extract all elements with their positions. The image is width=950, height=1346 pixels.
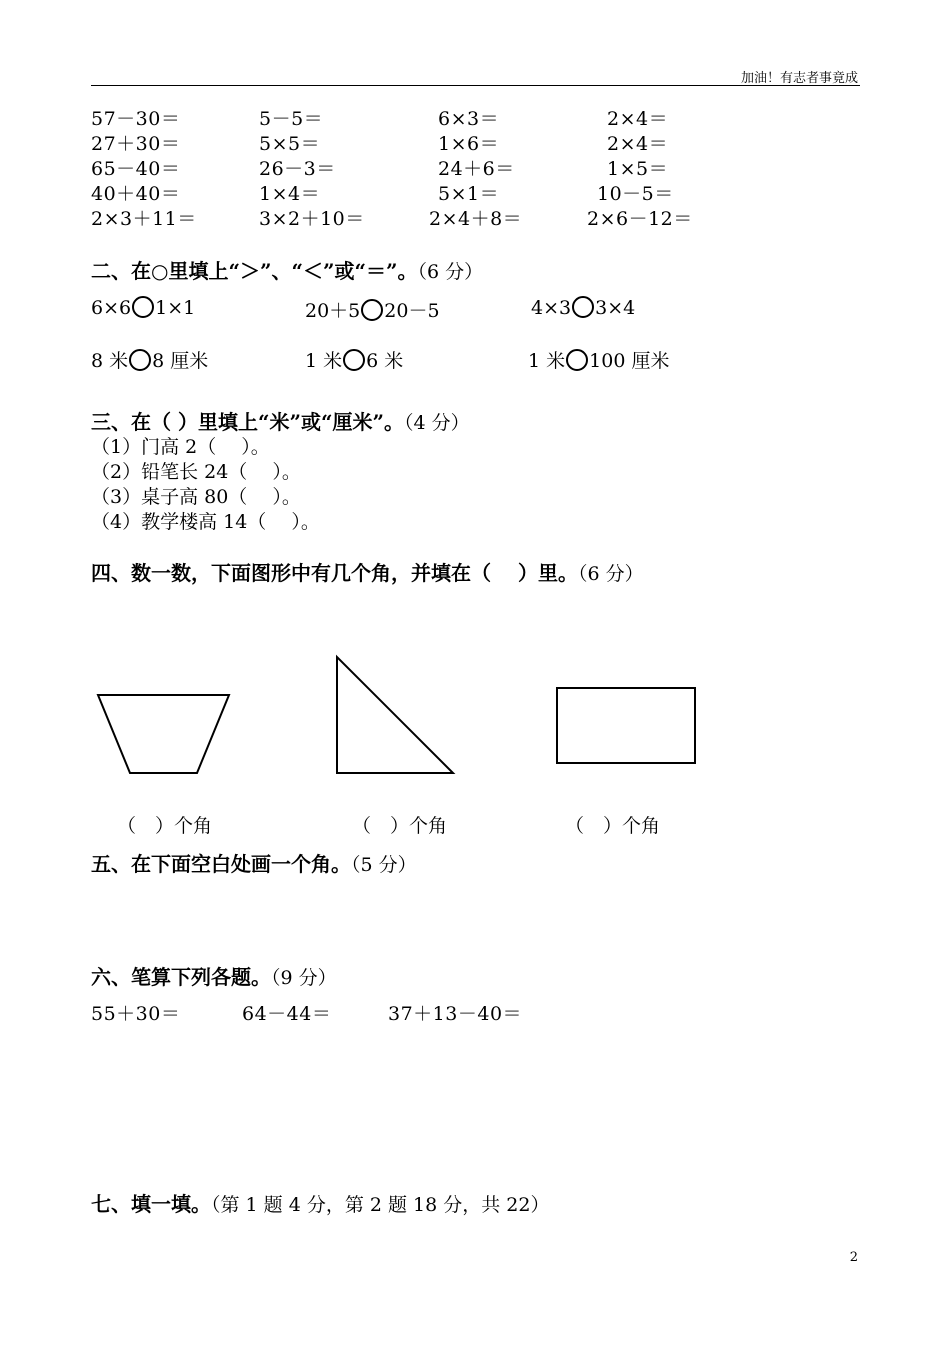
section-6-title: 六、笔算下列各题。 (91, 965, 271, 989)
calc-item: 2×4＝ (607, 108, 669, 130)
calc-item: 65－40＝ (91, 158, 181, 180)
section-7-heading (91, 1188, 549, 1217)
compare-left: 8 米 (91, 350, 129, 372)
written-calc-item: 37＋13－40＝ (388, 1003, 523, 1025)
calc-item: 10－5＝ (597, 183, 674, 205)
compare-left: 1 米 (305, 350, 343, 372)
calc-item: 57－30＝ (91, 108, 181, 130)
calc-item: 2×4＋8＝ (429, 208, 523, 230)
calc-item: 1×5＝ (607, 158, 669, 180)
shape-angle-answer: （ ）个角 (565, 815, 661, 837)
calc-item: 3×2＋10＝ (259, 208, 365, 230)
compare-right: 1×1 (155, 297, 196, 319)
calc-item: 5×1＝ (438, 183, 500, 205)
section-5-heading (91, 848, 417, 877)
right-triangle-shape (337, 657, 453, 773)
compare-right: 20－5 (384, 300, 440, 322)
calc-item: 1×6＝ (438, 133, 500, 155)
calc-item: 26－3＝ (259, 158, 336, 180)
section-5-title: 五、在下面空白处画一个角。 (91, 852, 351, 876)
section-2-title: 二、在○里填上“＞”、“＜”或“＝”。 (91, 259, 418, 283)
section-7-score: （第 1 题 4 分，第 2 题 18 分，共 22） (211, 1194, 550, 1216)
shape-angle-answer: （ ）个角 (352, 815, 448, 837)
calc-item: 24＋6＝ (438, 158, 515, 180)
section-4-score: （6 分） (577, 563, 644, 585)
fill-item: （2）铅笔长 24（ ）。 (91, 461, 301, 483)
compare-left: 4×3 (531, 297, 572, 319)
calc-item: 2×4＝ (607, 133, 669, 155)
compare-right: 6 米 (366, 350, 404, 372)
trapezoid-shape (98, 695, 229, 773)
fill-item: （1）门高 2（ ）。 (91, 436, 270, 458)
calc-item: 40＋40＝ (91, 183, 181, 205)
compare-right: 100 厘米 (589, 350, 670, 372)
calc-item: 2×6－12＝ (587, 208, 693, 230)
calc-item: 1×4＝ (259, 183, 321, 205)
compare-right: 8 厘米 (152, 350, 209, 372)
written-calc-item: 55＋30＝ (91, 1003, 181, 1025)
section-5-score: （5 分） (351, 854, 417, 876)
compare-left: 6×6 (91, 297, 132, 319)
page-number: 2 (849, 1250, 858, 1265)
section-6-heading (91, 961, 337, 990)
calc-item: 6×3＝ (438, 108, 500, 130)
fill-item: （4）教学楼高 14（ ）。 (91, 511, 320, 533)
calc-item: 5－5＝ (259, 108, 324, 130)
compare-left: 20＋5 (305, 300, 361, 322)
section-2-score: （6 分） (417, 261, 484, 283)
page-header-motto: 加油！有志者事竟成 (740, 71, 858, 86)
fill-item: （3）桌子高 80（ ）。 (91, 486, 301, 508)
calc-item: 5×5＝ (259, 133, 321, 155)
section-3-score: （4 分） (403, 412, 470, 434)
written-calc-item: 64－44＝ (242, 1003, 332, 1025)
calc-item: 2×3＋11＝ (91, 208, 197, 230)
section-7-title: 七、填一填。 (91, 1192, 211, 1216)
compare-right: 3×4 (595, 297, 636, 319)
section-6-score: （9 分） (271, 967, 337, 989)
section-4-title: 四、数一数，下面图形中有几个角，并填在（ ）里。 (91, 561, 578, 585)
shape-angle-answer: （ ）个角 (117, 815, 213, 837)
calc-item: 27＋30＝ (91, 133, 181, 155)
section-3-title: 三、在（ ）里填上“米”或“厘米”。 (91, 410, 404, 434)
rectangle-shape (557, 688, 695, 763)
compare-left: 1 米 (528, 350, 566, 372)
